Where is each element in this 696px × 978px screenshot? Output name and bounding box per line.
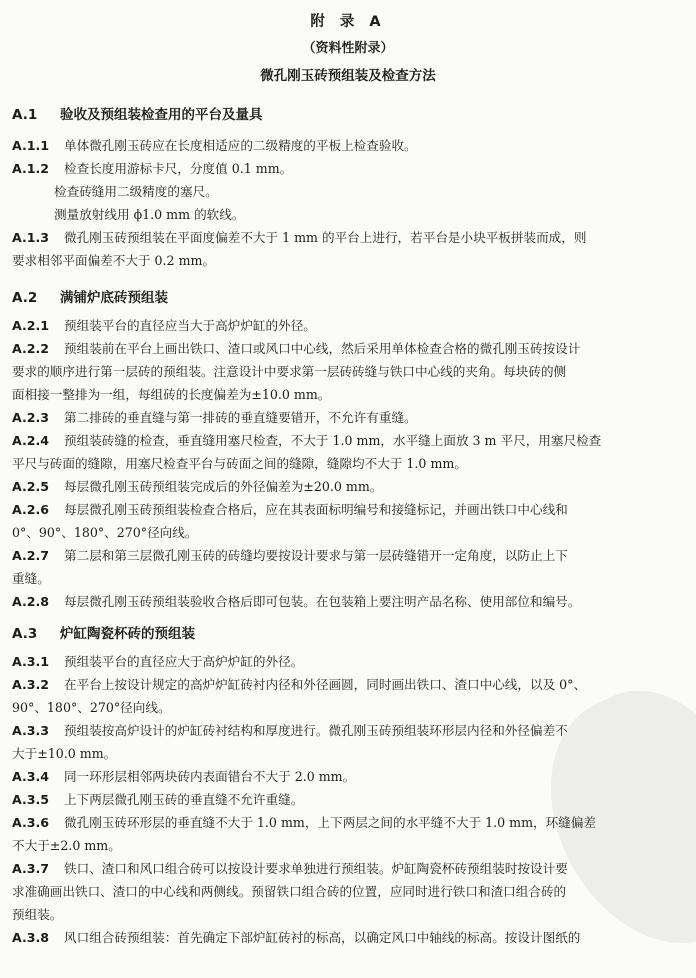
clause-text: 检查砖缝用二级精度的塞尺。 <box>54 184 218 199</box>
clause <box>12 337 688 360</box>
appendix-heading: 附 录 A <box>310 14 386 30</box>
clause-number: A.2.8 <box>12 594 50 609</box>
section-a3-body <box>12 650 688 949</box>
clause <box>12 765 688 788</box>
clause <box>12 314 688 337</box>
clause-number: A.2.2 <box>12 341 50 356</box>
clause-text: 面相接一整排为一组，每组砖的长度偏差为±10.0 mm。 <box>12 387 331 402</box>
appendix-note: （资料性附录） <box>302 41 394 56</box>
clause-text: 预组装砖缝的检查，垂直缝用塞尺检查，不大于 1.0 mm，水平缝上面放 3 m 平尺，用塞尺检查 <box>64 433 602 448</box>
clause <box>12 788 688 811</box>
clause <box>12 406 688 429</box>
section-a3-heading <box>12 622 195 642</box>
clause <box>12 157 688 180</box>
clause-number: A.2.3 <box>12 410 50 425</box>
clause-number: A.3.5 <box>12 792 50 807</box>
section-number: A.2 <box>12 290 38 306</box>
section-title: 验收及预组装检查用的平台及量具 <box>60 107 263 123</box>
clause-text: 不大于±2.0 mm。 <box>12 838 121 853</box>
clause-number: A.2.6 <box>12 502 50 517</box>
clause <box>12 498 688 521</box>
clause-text: 同一环形层相邻两块砖内表面错台不大于 2.0 mm。 <box>64 769 356 784</box>
section-number: A.1 <box>12 107 38 123</box>
clause-number: A.1.2 <box>12 161 50 176</box>
clause-text: 上下两层微孔刚玉砖的垂直缝不允许重缝。 <box>64 792 304 807</box>
section-a2-body <box>12 314 688 613</box>
clause <box>12 544 688 567</box>
clause-text: 预组装平台的直径应当大于高炉炉缸的外径。 <box>64 318 316 333</box>
clause-text: 预组装按高炉设计的炉缸砖衬结构和厚度进行。微孔刚玉砖预组装环形层内径和外径偏差不 <box>64 723 568 738</box>
clause-text: 风口组合砖预组装：首先确定下部炉缸砖衬的标高，以确定风口中轴线的标高。按设计图纸的 <box>64 930 581 945</box>
clause-number: A.3.3 <box>12 723 50 738</box>
section-a2-heading <box>12 286 168 306</box>
clause-number: A.2.7 <box>12 548 50 563</box>
clause <box>12 134 688 157</box>
clause-text: 微孔刚玉砖环形层的垂直缝不大于 1.0 mm，上下两层之间的水平缝不大于 1.0 mm，环缝偏差 <box>64 815 597 830</box>
clause-number: A.1.1 <box>12 138 50 153</box>
section-title: 满铺炉底砖预组装 <box>60 290 168 306</box>
clause-text: 微孔刚玉砖预组装在平面度偏差不大于 1 mm 的平台上进行，若平台是小块平板拼装而成，则 <box>64 230 587 245</box>
clause-text: 求准确画出铁口、渣口的中心线和两侧线。预留铁口组合砖的位置，应同时进行铁口和渣口组合砖的 <box>12 884 567 899</box>
clause-text: 90°、180°、270°径向线。 <box>12 700 171 715</box>
clause <box>12 475 688 498</box>
clause-text: 每层微孔刚玉砖预组装检查合格后，应在其表面标明编号和接缝标记，并画出铁口中心线和 <box>64 502 568 517</box>
clause-text: 要求相邻平面偏差不大于 0.2 mm。 <box>12 253 216 268</box>
section-number: A.3 <box>12 626 38 642</box>
clause-text: 第二层和第三层微孔刚玉砖的砖缝均要按设计要求与第一层砖缝错开一定角度，以防止上下 <box>64 548 568 563</box>
clause-number: A.3.6 <box>12 815 50 830</box>
section-a1-heading <box>12 103 263 123</box>
clause-number: A.3.4 <box>12 769 50 784</box>
clause-text: 每层微孔刚玉砖预组装完成后的外径偏差为±20.0 mm。 <box>64 479 383 494</box>
clause-text: 单体微孔刚玉砖应在长度相适应的二级精度的平板上检查验收。 <box>64 138 417 153</box>
clause <box>12 429 688 452</box>
clause-text: 平尺与砖面的缝隙，用塞尺检查平台与砖面之间的缝隙，缝隙均不大于 1.0 mm。 <box>12 456 467 471</box>
clause-text: 检查长度用游标卡尺，分度值 0.1 mm。 <box>64 161 293 176</box>
clause-text: 预组装前在平台上画出铁口、渣口或风口中心线，然后采用单体检查合格的微孔刚玉砖按设计 <box>64 341 581 356</box>
clause-number: A.2.1 <box>12 318 50 333</box>
clause <box>12 719 688 742</box>
clause-number: A.2.4 <box>12 433 50 448</box>
clause <box>12 226 688 249</box>
clause-text: 每层微孔刚玉砖预组装验收合格后即可包装。在包装箱上要注明产品名称、使用部位和编号。 <box>64 594 581 609</box>
clause-text: 在平台上按设计规定的高炉炉缸砖衬内径和外径画圆，同时画出铁口、渣口中心线，以及 0°、 <box>64 677 587 692</box>
clause-text: 铁口、渣口和风口组合砖可以按设计要求单独进行预组装。炉缸陶瓷杯砖预组装时按设计要 <box>64 861 568 876</box>
appendix-title: 微孔刚玉砖预组装及检查方法 <box>260 68 436 84</box>
clause <box>12 811 688 834</box>
clause-text: 第二排砖的垂直缝与第一排砖的垂直缝要错开，不允许有重缝。 <box>64 410 417 425</box>
clause-text: 大于±10.0 mm。 <box>12 746 117 761</box>
clause-number: A.3.7 <box>12 861 50 876</box>
clause-text: 预组装。 <box>12 907 63 922</box>
clause-number: A.3.1 <box>12 654 50 669</box>
section-a1-body <box>12 134 688 272</box>
clause-number: A.1.3 <box>12 230 50 245</box>
section-title: 炉缸陶瓷杯砖的预组装 <box>60 626 195 642</box>
clause-text: 重缝。 <box>12 571 50 586</box>
clause-text: 要求的顺序进行第一层砖的预组装。注意设计中要求第一层砖砖缝与铁口中心线的夹角。每块砖的侧 <box>12 364 567 379</box>
clause-text: 预组装平台的直径应大于高炉炉缸的外径。 <box>64 654 304 669</box>
clause <box>12 857 688 880</box>
clause-text: 测量放射线用 ϕ1.0 mm 的软线。 <box>54 207 245 222</box>
clause <box>12 926 688 949</box>
clause <box>12 673 688 696</box>
clause-text: 0°、90°、180°、270°径向线。 <box>12 525 198 540</box>
clause-number: A.3.2 <box>12 677 50 692</box>
clause-number: A.3.8 <box>12 930 50 945</box>
clause <box>12 590 688 613</box>
clause-number: A.2.5 <box>12 479 50 494</box>
clause <box>12 650 688 673</box>
